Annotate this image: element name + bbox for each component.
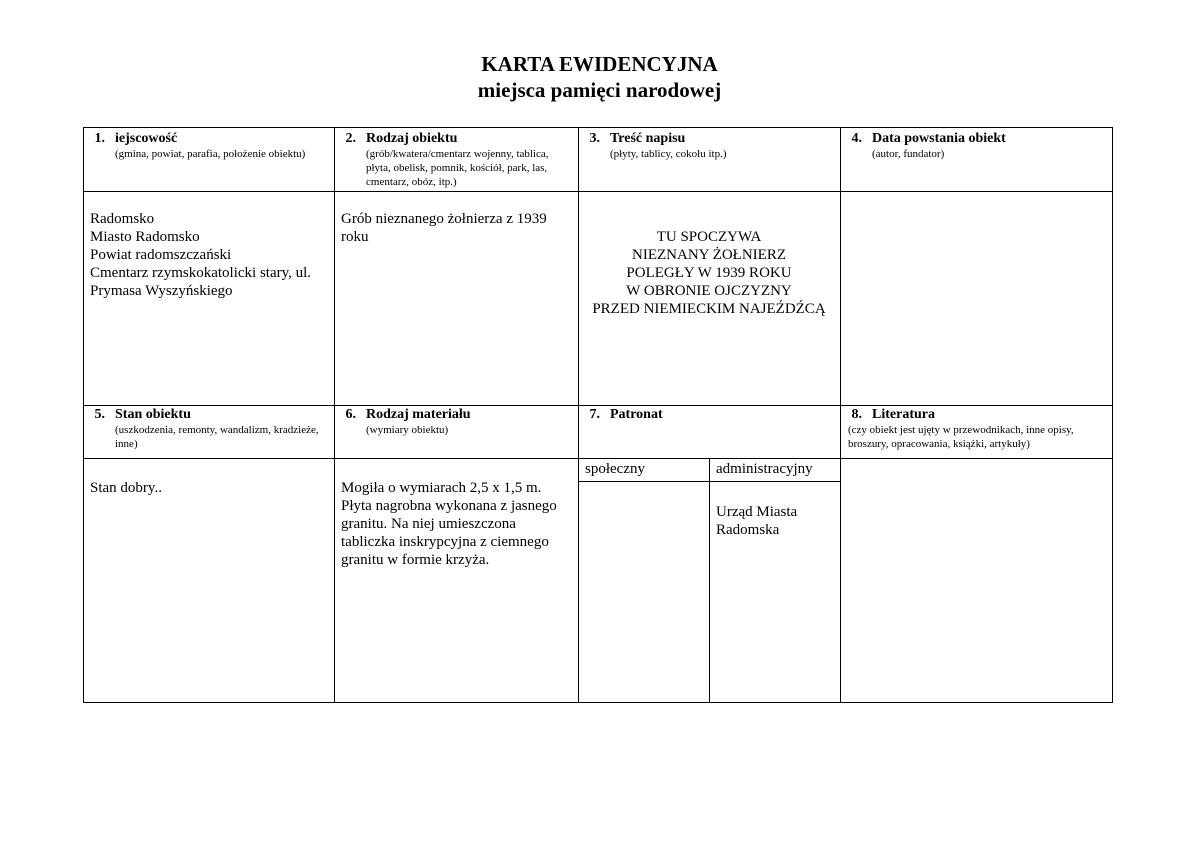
table-border-top [83, 127, 1113, 128]
header-object-type: 2. Rodzaj obiektu (grób/kwatera/cmentarz wojenny, tablica, płyta, obelisk, pomnik, kościół, park, las, cmentarz, obóz, itp.) [345, 131, 549, 188]
header-patronage: 7. Patronat [589, 407, 663, 422]
patronage-column-divider [709, 458, 710, 703]
row-divider [83, 405, 1113, 406]
table-border-bottom [83, 702, 1113, 703]
document-title: KARTA EWIDENCYJNA [481, 52, 718, 76]
document-subtitle: miejsca pamięci narodowej [477, 78, 722, 102]
header-location: 1. iejscowość (gmina, powiat, parafia, położenie obiektu) [94, 131, 306, 160]
header-creation-date: 4. Data powstania obiekt (autor, fundator) [851, 131, 1006, 160]
header-inscription: 3. Treść napisu (płyty, tablicy, cokołu itp.) [589, 131, 727, 160]
condition-value: Stan dobry.. [90, 480, 162, 496]
row-divider [83, 458, 1113, 459]
patronage-admin-label: administracyjny [716, 461, 813, 477]
header-condition: 5. Stan obiektu (uszkodzenia, remonty, wandalizm, kradzieże, inne) [94, 407, 319, 450]
header-literature: 8. Literatura (czy obiekt jest ujęty w przewodnikach, inne opisy, broszury, opracowania, książki, artykuły) [848, 407, 1074, 450]
object-type-value: Grób nieznanego żołnierza z 1939 roku [341, 211, 547, 245]
header-material: 6. Rodzaj materiału (wymiary obiektu) [345, 407, 471, 436]
inscription-text: TU SPOCZYWA NIEZNANY ŻOŁNIERZ POLEGŁY W 1939 ROKU W OBRONIE OJCZYZNY PRZED NIEMIECKIM NAJEŹDŹCĄ [592, 229, 826, 317]
row-divider [83, 191, 1113, 192]
patronage-admin-value: Urząd Miasta Radomska [716, 504, 798, 538]
record-table [83, 127, 1113, 703]
material-value: Mogiła o wymiarach 2,5 x 1,5 m. Płyta nagrobna wykonana z jasnego granitu. Na niej umieszczona tabliczka inskrypcyjna z ciemnego granitu w formie krzyża. [341, 480, 557, 568]
location-value: Radomsko Miasto Radomsko Powiat radomszczański Cmentarz rzymskokatolicki stary, ul. Prymasa Wyszyńskiego [90, 211, 312, 299]
patronage-social-label: społeczny [585, 461, 645, 477]
table-border-right [1112, 127, 1113, 703]
